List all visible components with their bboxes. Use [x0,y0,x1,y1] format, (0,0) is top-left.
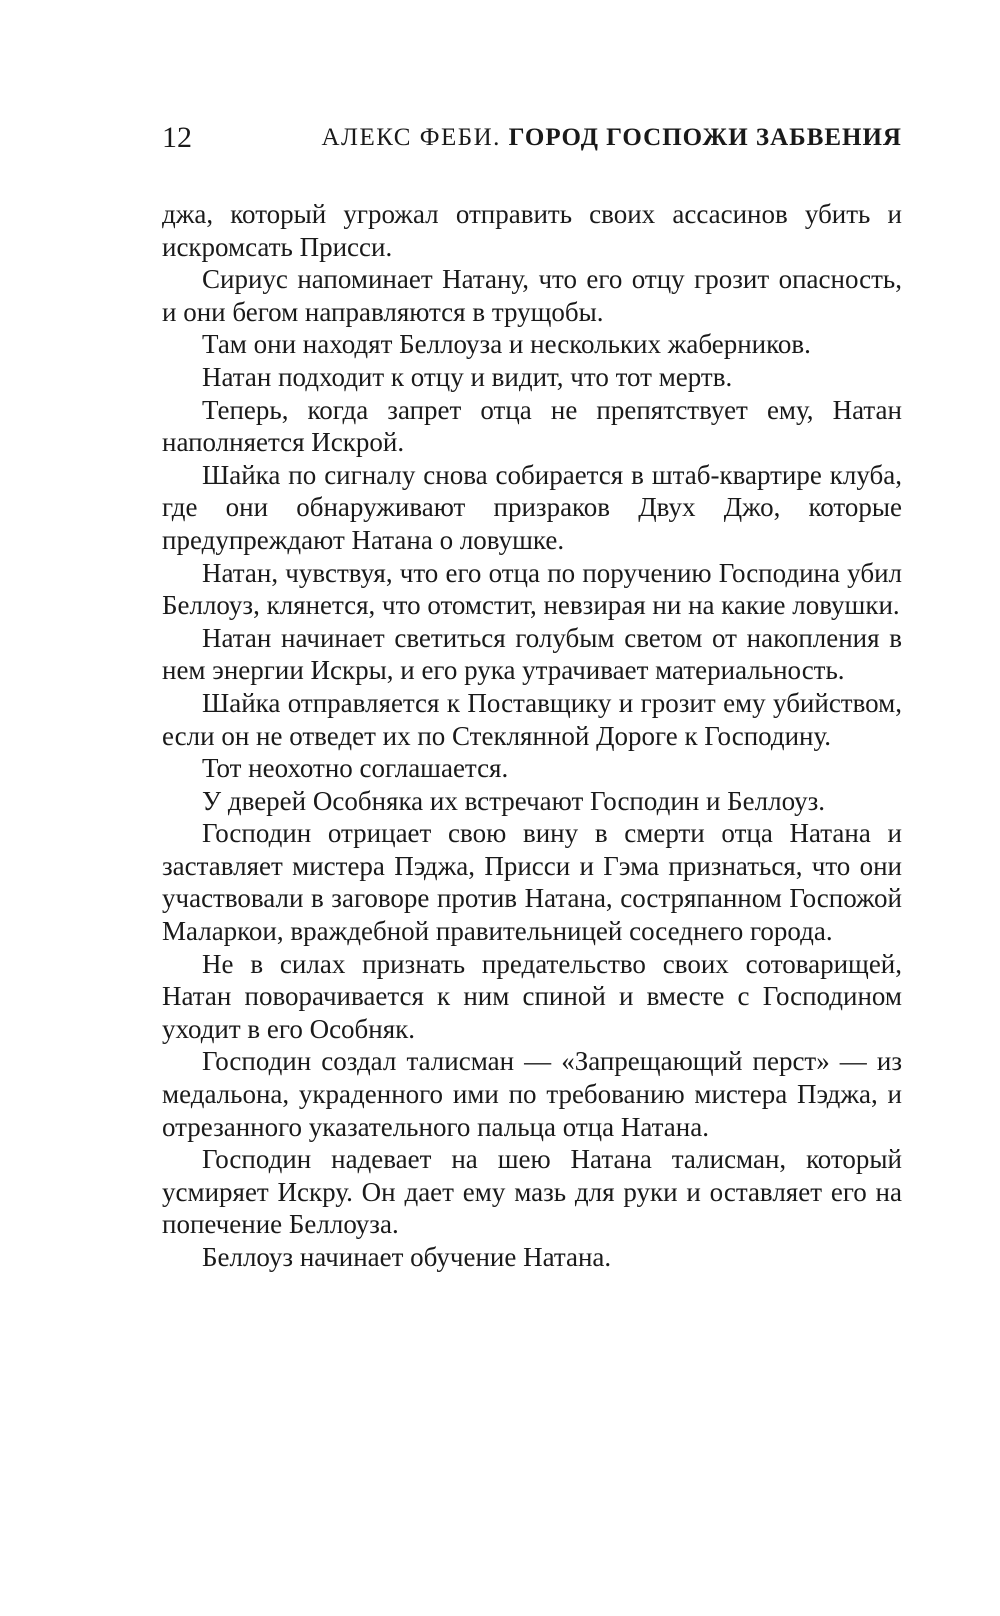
body-text [162,198,902,1274]
author-name: АЛЕКС ФЕБИ. [321,124,501,151]
paragraph: Там они находят Беллоуза и нескольких жаберников. [202,329,811,360]
running-head [162,118,902,158]
paragraph: Господин надевает на шею Натана талисман, который усмиряет Искру. Он дает ему мазь для руки и оставляет его на попечение Беллоуза. [162,1144,902,1240]
book-title: ГОРОД ГОСПОЖИ ЗАБВЕНИЯ [508,124,902,151]
paragraph: Шайка отправляется к Поставщику и грозит ему убийством, если он не отведет их по Стеклянной Дороге к Господину. [162,687,902,751]
paragraph: джа, который угрожал отправить своих ассасинов убить и искромсать Присси. [162,199,902,262]
paragraph: Теперь, когда запрет отца не препятствует ему, Натан наполняется Искрой. [162,394,902,458]
book-header [321,118,902,158]
paragraph: Тот неохотно соглашается. [202,753,509,784]
paragraph: Натан, чувствуя, что его отца по поручению Господина убил Беллоуз, клянется, что отомстит, невзирая ни на какие ловушки. [162,557,902,621]
paragraph: Беллоуз начинает обучение Натана. [202,1242,612,1272]
paragraph: Сириус напоминает Натану, что его отцу грозит опасность, и они бегом направляются в трущобы. [162,264,902,327]
paragraph: Шайка по сигналу снова собирается в штаб-квартире клуба, где они обнаруживают призраков Двух Джо, которые предупреждают Натана о ловушке. [162,459,902,555]
page-number: 12 [162,121,192,154]
paragraph: Натан начинает светиться голубым светом от накопления в нем энергии Искры, и его рука утрачивает материальность. [162,622,902,686]
paragraph: Господин отрицает свою вину в смерти отца Натана и заставляет мистера Пэджа, Присси и Гэма признаться, что они участвовали в заговоре против Натана, состряпанном Госпожой Маларкои, враждебной правительницей соседнего города. [162,818,902,947]
paragraph: Не в силах признать предательство своих сотоварищей, Натан поворачивается к ним спиной и вместе с Господином уходит в его Особняк. [162,948,902,1044]
paragraph: Господин создал талисман — «Запрещающий перст» — из медальона, украденного ими по требованию мистера Пэджа, и отрезанного указательного пальца отца Натана. [162,1046,902,1142]
paragraph: Натан подходит к отцу и видит, что тот мертв. [202,361,733,392]
paragraph: У дверей Особняка их встречают Господин и Беллоуз. [202,785,826,816]
